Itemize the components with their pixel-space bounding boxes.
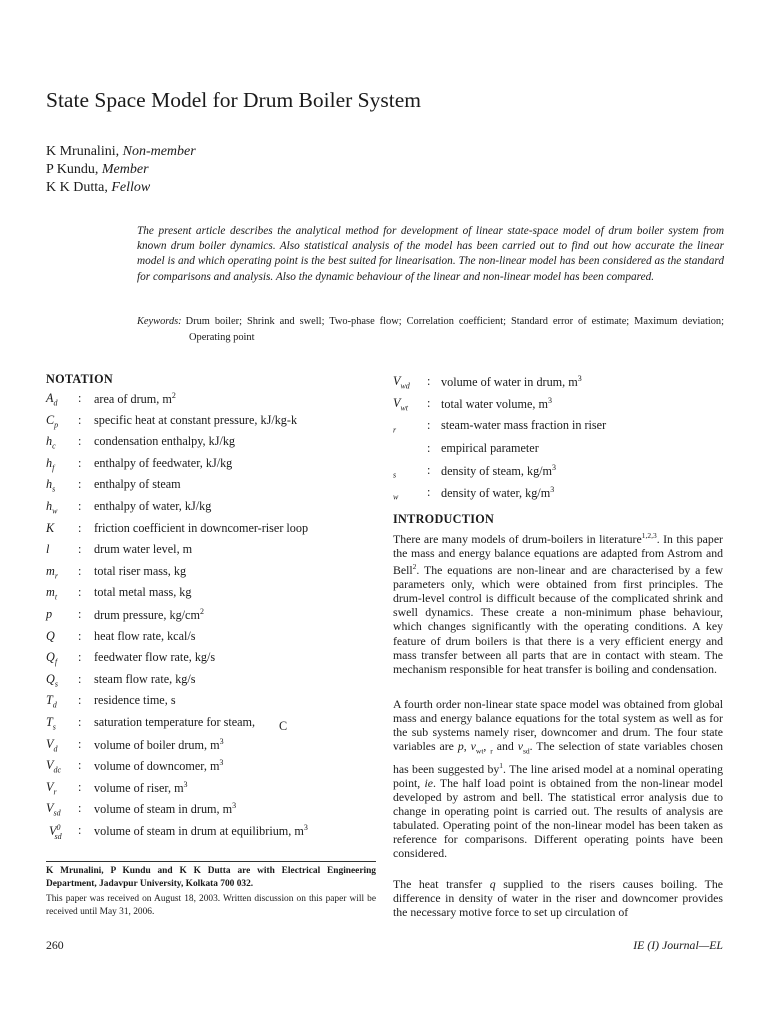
symbol-letter: V xyxy=(393,374,401,388)
notation-symbol xyxy=(49,823,62,841)
definition-text: total riser mass, kg xyxy=(94,563,187,578)
footnote-affiliation: K Mrunalini, P Kundu and K K Dutta are with Electrical Engineering Department, Jadavpur University, Kolkata 700 032. xyxy=(46,866,376,889)
unit-exponent: 3 xyxy=(183,779,188,789)
unit-exponent: 3 xyxy=(547,396,552,406)
notation-colon: : xyxy=(78,412,82,427)
notation-symbol xyxy=(46,521,54,537)
notation-symbol xyxy=(46,477,55,493)
definition-text: condensation enthalpy, kJ/kg xyxy=(94,434,236,449)
keywords-line-2: Operating point xyxy=(189,331,255,343)
symbol-subscript: f xyxy=(52,463,55,473)
notation-symbol xyxy=(46,672,58,688)
symbol-letter: C xyxy=(46,412,55,427)
symbol-subscript: c xyxy=(52,441,56,451)
notation-colon: : xyxy=(427,396,431,411)
symbol-subscript: w xyxy=(52,506,58,516)
definition-text: total metal mass, kg xyxy=(94,585,192,600)
notation-row xyxy=(46,499,366,519)
notation-symbol xyxy=(46,391,57,407)
notation-row xyxy=(46,456,366,476)
notation-definition xyxy=(94,477,181,492)
text-run: . In this paper the mass and energy balance equations are adapted from Astrom and Bell xyxy=(393,531,723,578)
notation-symbol xyxy=(46,434,56,450)
footnote-received: This paper was received on August 18, 2003. Written discussion on this paper will be received until May 31, 2006. xyxy=(46,894,376,917)
symbol-letter: Q xyxy=(46,628,55,643)
author-name: K K Dutta, xyxy=(46,180,112,195)
notation-definition xyxy=(94,413,297,428)
notation-colon: : xyxy=(78,434,82,449)
notation-colon: : xyxy=(78,758,82,773)
footnote-divider xyxy=(46,861,376,862)
definition-text: volume of riser, m xyxy=(94,780,184,795)
symbol-letter: V xyxy=(49,824,57,839)
symbol-letter: Q xyxy=(46,671,55,686)
notation-symbol xyxy=(46,413,58,429)
text-run: supplied to the risers causes boiling. The difference in density of water in the riser and downcomer provides the necessary motive force to set up circulation of xyxy=(393,877,723,920)
notation-definition xyxy=(94,542,192,557)
variable: q xyxy=(489,877,496,891)
symbol-letter: h xyxy=(46,455,53,470)
symbol-letter: h xyxy=(46,434,53,449)
author-role: Member xyxy=(101,162,149,177)
symbol-letter: V xyxy=(46,779,54,794)
notation-colon: : xyxy=(78,650,82,665)
notation-colon: : xyxy=(427,418,431,433)
notation-colon: : xyxy=(78,391,82,405)
symbol-letter: m xyxy=(46,563,55,578)
citation: 1 xyxy=(499,760,504,770)
notation-symbol xyxy=(46,780,57,796)
notation-symbol xyxy=(46,801,61,817)
definition-text: saturation temperature for steam, xyxy=(94,715,256,729)
symbol-subscript: s xyxy=(52,484,56,494)
notation-symbol xyxy=(46,629,55,645)
notation-definition xyxy=(94,672,196,687)
notation-row xyxy=(46,715,366,735)
notation-row xyxy=(46,413,366,433)
notation-row xyxy=(46,693,366,713)
symbol-letter: T xyxy=(46,715,53,729)
notation-symbol xyxy=(393,418,396,434)
symbol-subscript: d xyxy=(53,744,58,754)
notation-definition xyxy=(94,629,196,644)
intro-paragraph-1 xyxy=(393,529,723,676)
notation-heading: NOTATION xyxy=(46,372,113,386)
author-role: Fellow xyxy=(111,180,151,195)
notation-colon: : xyxy=(78,801,82,816)
notation-row xyxy=(46,477,366,497)
definition-text: volume of steam in drum, m xyxy=(94,802,233,817)
definition-text: volume of water in drum, m xyxy=(441,375,578,390)
symbol-subscript: sd xyxy=(53,808,61,818)
notation-row xyxy=(46,564,366,584)
text-run: The heat transfer xyxy=(393,877,490,891)
definition-text: volume of steam in drum at equilibrium, m xyxy=(94,824,304,839)
emphasis: ie xyxy=(424,775,433,790)
notation-colon: : xyxy=(78,455,82,470)
text-run: . The line arised model at a nominal operating point, xyxy=(393,761,723,790)
notation-symbol xyxy=(393,374,410,390)
definition-text: steam flow rate, kg/s xyxy=(94,671,196,686)
definition-text: volume of boiler drum, m xyxy=(94,737,220,752)
text-run: A fourth order non-linear state space model was obtained from global mass and energy balance equations for the total system as well as for the sub systems namely riser, downcomer and drum. The four state variables are xyxy=(393,697,723,754)
definition-text: density of water, kg/m xyxy=(441,486,551,501)
notation-colon: : xyxy=(78,823,82,837)
notation-definition xyxy=(441,374,582,390)
notation-colon: : xyxy=(78,585,82,600)
abstract: The present article describes the analytical method for development of linear state-space model of drum boiler system from known drum boiler dynamics. Also statistical analysis of the model has been carried out to find out how accurate the linear model is and which operating point is the best suited for linearisation. The non-linear model has been considered as the standard for comparisons and analysis. Also the dynamic behaviour of the linear and non-linear model has been compared. xyxy=(137,225,724,283)
notation-definition xyxy=(94,758,223,774)
symbol-letter: A xyxy=(46,391,54,405)
notation-colon: : xyxy=(78,542,82,557)
definition-text: drum water level, m xyxy=(94,542,193,557)
notation-symbol xyxy=(46,564,58,580)
definition-text: area of drum, m xyxy=(94,392,172,407)
notation-definition xyxy=(94,737,224,753)
notation-row xyxy=(46,607,366,627)
notation-symbol xyxy=(46,585,57,601)
keywords-line-1 xyxy=(137,314,724,330)
paper-title: State Space Model for Drum Boiler System xyxy=(46,88,421,112)
symbol-subscript: d xyxy=(52,700,57,710)
notation-colon: : xyxy=(78,779,82,794)
symbol-subscript: s xyxy=(393,470,397,480)
notation-symbol xyxy=(46,499,57,515)
author-name: P Kundu, xyxy=(46,162,102,177)
notation-row xyxy=(46,521,366,541)
intro-paragraph-3 xyxy=(393,877,723,919)
unit-exponent: 3 xyxy=(552,462,557,472)
unit-exponent: 3 xyxy=(232,801,237,811)
notation-symbol xyxy=(393,463,396,479)
notation-symbol xyxy=(46,456,54,472)
symbol-subscript: p xyxy=(54,420,59,430)
unit-symbol: C xyxy=(279,719,288,733)
symbol-subscript: d xyxy=(53,398,58,408)
notation-row xyxy=(46,823,366,843)
definition-text: total water volume, m xyxy=(441,397,548,412)
symbol-subscript: w xyxy=(393,492,399,502)
notation-symbol xyxy=(393,485,398,501)
definition-text: friction coefficient in downcomer-riser loop xyxy=(94,520,309,535)
symbol-letter: K xyxy=(46,520,55,535)
notation-colon: : xyxy=(78,671,82,686)
notation-row xyxy=(46,585,366,605)
notation-symbol xyxy=(46,650,57,666)
notation-colon: : xyxy=(427,462,431,477)
symbol-letter: h xyxy=(46,477,53,492)
notation-definition xyxy=(94,715,255,730)
notation-definition xyxy=(441,441,539,456)
symbol-subscript: s xyxy=(52,722,56,732)
definition-text: empirical parameter xyxy=(441,440,539,455)
notation-symbol xyxy=(46,758,61,774)
text-run: and xyxy=(492,739,518,754)
notation-definition xyxy=(441,485,554,501)
definition-text: volume of downcomer, m xyxy=(94,759,220,774)
symbol-letter: l xyxy=(46,542,50,557)
notation-row xyxy=(46,758,366,778)
notation-definition xyxy=(94,823,308,839)
author-1 xyxy=(46,144,196,160)
symbol-subscript: r xyxy=(393,425,397,435)
unit-exponent: 3 xyxy=(550,485,555,494)
notation-definition xyxy=(94,434,235,449)
notation-symbol xyxy=(46,737,57,753)
intro-paragraph-2 xyxy=(393,697,723,860)
unit-exponent: 2 xyxy=(171,391,176,400)
notation-symbol xyxy=(46,693,57,709)
text-run: . The half load point is obtained from the non-linear model developed by astrom and bell. The statistical error analysis due to change in operating point is carried out. The results of analysis are tabulated. Operating point of the non-linear model has been taken as reference for comparisons. Different operating points have been considered. xyxy=(393,775,723,861)
text-run: . The equations are non-linear and are characterised by a few parameters only, which were obtained from first principles. The drum-level control is difficult because of the complicated shrink and swell dynamics. These create a non-minimum phase behaviour, which changes significantly with the operating conditions. A key feature of drum boilers is that there is a very efficient energy and mass transfer between all parts that are in contact with steam. The mechanism responsible for heat transfer is boiling and condensation. xyxy=(393,563,723,676)
citation: 2 xyxy=(412,562,417,572)
notation-colon: : xyxy=(78,563,82,578)
variable-subscript: sd xyxy=(522,746,530,756)
notation-definition xyxy=(94,564,186,579)
text-run: , xyxy=(463,739,471,754)
notation-row xyxy=(46,780,366,800)
variable: v xyxy=(470,739,476,754)
journal-name: IE (I) Journal—EL xyxy=(633,938,723,952)
notation-definition xyxy=(441,463,556,479)
notation-row xyxy=(46,737,366,757)
notation-colon: : xyxy=(78,607,82,621)
notation-row xyxy=(393,418,733,438)
notation-colon: : xyxy=(78,715,82,729)
notation-colon: : xyxy=(78,520,82,535)
symbol-letter: V xyxy=(393,396,401,411)
notation-definition xyxy=(94,607,204,623)
author-3 xyxy=(46,180,150,196)
definition-text: density of steam, kg/m xyxy=(441,463,553,478)
notation-symbol xyxy=(46,607,52,623)
symbol-letter: V xyxy=(46,758,54,773)
notation-symbol xyxy=(46,715,56,731)
unit-exponent: 3 xyxy=(577,374,582,383)
notation-row xyxy=(46,672,366,692)
notation-row xyxy=(393,485,733,505)
symbol-subscript: r xyxy=(54,571,58,581)
notation-colon: : xyxy=(78,628,82,643)
unit-exponent: 3 xyxy=(303,823,308,832)
notation-definition xyxy=(94,391,176,407)
symbol-superscript: 0 xyxy=(56,823,61,832)
notation-colon: : xyxy=(78,736,82,751)
definition-text: residence time, s xyxy=(94,693,176,708)
symbol-subscript: f xyxy=(54,657,58,667)
citation: 1,2,3 xyxy=(641,531,657,540)
unit-exponent: 2 xyxy=(199,607,204,616)
notation-definition xyxy=(94,456,232,471)
symbol-letter: V xyxy=(46,801,54,816)
definition-text: steam-water mass fraction in riser xyxy=(441,418,607,433)
notation-definition xyxy=(94,521,308,536)
notation-definition xyxy=(94,650,215,665)
keywords-text: Drum boiler; Shrink and swell; Two-phase flow; Correlation coefficient; Standard error of estimate; Maximum deviation; xyxy=(185,316,724,327)
definition-text: enthalpy of water, kJ/kg xyxy=(94,499,212,513)
page-number: 260 xyxy=(46,938,64,952)
introduction-heading: INTRODUCTION xyxy=(393,512,495,526)
text-run: , xyxy=(483,739,491,754)
symbol-subscript: s xyxy=(54,679,58,689)
notation-row xyxy=(393,463,733,483)
variable: p xyxy=(457,739,464,754)
notation-definition xyxy=(94,693,176,708)
notation-colon: : xyxy=(427,374,431,388)
author-name: K Mrunalini, xyxy=(46,144,123,159)
notation-definition xyxy=(94,499,211,514)
symbol-letter: p xyxy=(46,607,53,621)
notation-colon: : xyxy=(427,440,431,455)
text-run: . The selection of state variables chosen has been suggested by xyxy=(393,739,724,776)
notation-colon: : xyxy=(78,499,82,513)
notation-definition xyxy=(441,418,606,433)
definition-text: enthalpy of feedwater, kJ/kg xyxy=(94,455,233,470)
symbol-subscript: wt xyxy=(400,403,409,413)
notation-row xyxy=(393,441,733,461)
definition-text: specific heat at constant pressure, kJ/kg-k xyxy=(94,412,298,427)
symbol-letter: h xyxy=(46,499,53,513)
notation-definition xyxy=(94,780,188,796)
notation-colon: : xyxy=(427,485,431,499)
definition-text: enthalpy of steam xyxy=(94,477,181,492)
notation-symbol xyxy=(393,396,408,412)
notation-row xyxy=(46,650,366,670)
keywords xyxy=(137,314,724,345)
notation-definition xyxy=(441,396,552,412)
notation-symbol xyxy=(46,542,49,558)
notation-colon: : xyxy=(78,693,82,708)
definition-text: feedwater flow rate, kg/s xyxy=(94,650,216,665)
symbol-subscript: sd xyxy=(54,831,62,841)
variable-subscript: wt xyxy=(475,746,484,756)
unit-exponent: 3 xyxy=(219,736,224,746)
unit-exponent: 3 xyxy=(219,758,224,768)
author-role: Non-member xyxy=(122,144,196,159)
notation-row xyxy=(46,542,366,562)
notation-definition xyxy=(94,801,236,817)
author-2 xyxy=(46,162,149,178)
notation-row xyxy=(46,629,366,649)
notation-definition xyxy=(94,585,191,600)
symbol-subscript: wd xyxy=(400,381,410,391)
variable-subscript: r xyxy=(490,746,493,756)
symbol-subscript: dc xyxy=(53,765,62,775)
notation-row xyxy=(393,374,733,394)
variable: v xyxy=(517,739,523,754)
symbol-letter: Q xyxy=(46,650,55,665)
notation-row xyxy=(393,396,733,416)
symbol-letter: m xyxy=(46,585,55,600)
notation-row xyxy=(46,801,366,821)
notation-colon: : xyxy=(78,477,82,492)
symbol-subscript: r xyxy=(53,787,57,797)
definition-text: drum pressure, kg/cm xyxy=(94,608,200,623)
notation-row xyxy=(46,391,366,411)
text-run: There are many models of drum-boilers in literature xyxy=(393,531,642,546)
definition-text: heat flow rate, kcal/s xyxy=(94,628,196,643)
keywords-label: Keywords: xyxy=(137,316,182,327)
notation-row xyxy=(46,434,366,454)
symbol-subscript: t xyxy=(54,592,58,602)
symbol-letter: V xyxy=(46,736,54,751)
symbol-letter: T xyxy=(46,693,53,708)
